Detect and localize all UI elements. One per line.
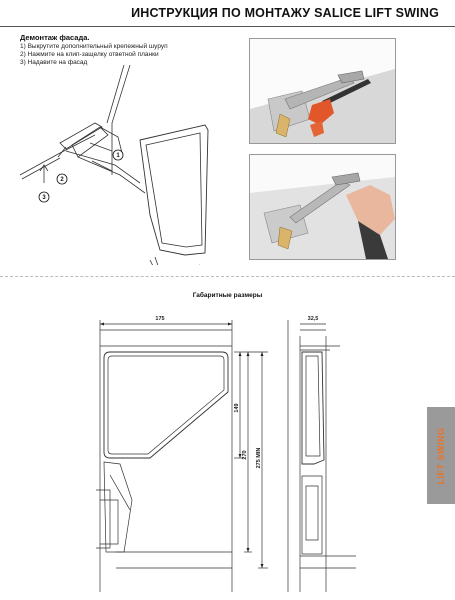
page-title: ИНСТРУКЦИЯ ПО МОНТАЖУ SALICE LIFT SWING: [131, 6, 439, 20]
removal-photo-2: [249, 154, 396, 260]
callout-3-label: 3: [42, 195, 46, 202]
dimension-149: 149: [234, 403, 240, 413]
dimension-depth: 32,5: [307, 316, 319, 322]
removal-step-2: 2) Нажмите на клип-защелку ответной планки: [20, 51, 159, 58]
dimensions-heading: Габаритные размеры: [192, 292, 263, 299]
callout-2-label: 2: [60, 177, 64, 184]
callout-1-label: 1: [116, 153, 120, 160]
removal-steps: [20, 43, 168, 67]
title-rule: [0, 26, 455, 27]
dimension-width: 175: [155, 316, 165, 322]
section-divider: [0, 276, 455, 277]
removal-step-1: 1) Выкрутите дополнительный крепежный шуруп: [20, 43, 168, 50]
lift-swing-tab: [427, 407, 455, 504]
dimensions-diagram: [0, 300, 420, 598]
removal-heading: Демонтаж фасада.: [20, 33, 90, 42]
dimension-270: 270: [242, 450, 248, 460]
removal-photo-1: [249, 38, 396, 144]
removal-step-3: 3) Надавите на фасад: [20, 59, 88, 66]
removal-diagram: [0, 65, 230, 265]
lift-swing-tab-label: LIFT SWING: [436, 427, 446, 484]
dimension-275-min: 275 MIN: [256, 447, 262, 469]
